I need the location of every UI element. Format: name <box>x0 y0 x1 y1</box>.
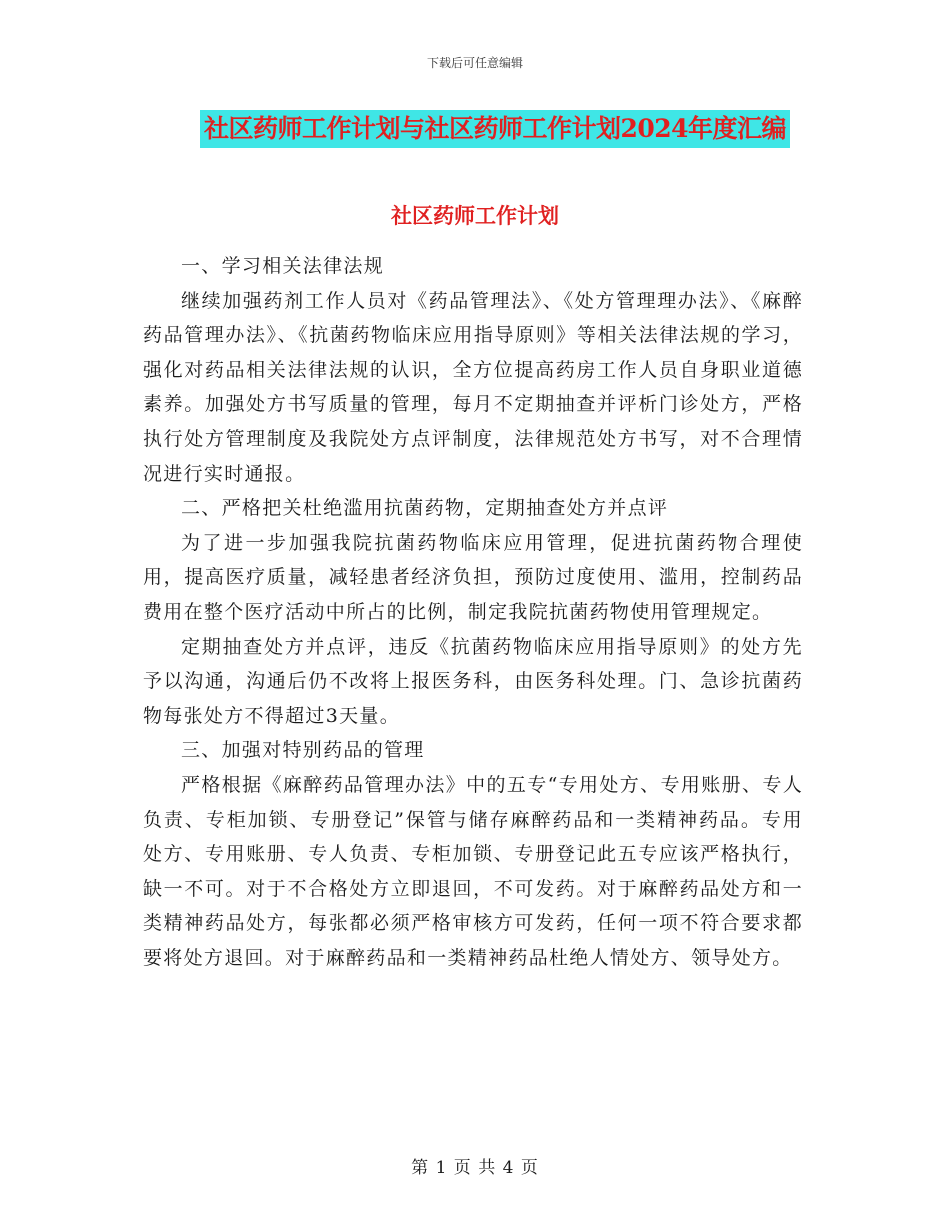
heading-2: 二、严格把关杜绝滥用抗菌药物，定期抽查处方并点评 <box>181 497 669 520</box>
page-header-note: 下载后可任意编辑 <box>426 56 523 70</box>
document-title: 社区药师工作计划与社区药师工作计划2024年度汇编 <box>200 110 790 148</box>
heading-1: 一、学习相关法律法规 <box>181 255 385 277</box>
paragraph: 继续加强药剂工作人员对《药品管理法》、《处方管理理办法》、《麻醉药品管理办法》、《抗菌药物临床应用指导原则》等相关法律法规的学习，强化对药品相关法律法规的认识，全方位提高药房工作人员自身职业道德素养。加强处方书写质量的管理，每月不定期抽查并评析门诊处方，严格执行处方管理制度及我院处方点评制度，法律规范处方书写，对不合理情况进行实时通报。 <box>143 289 803 485</box>
section-title: 社区药师工作计划 <box>391 203 559 228</box>
paragraph: 为了进一步加强我院抗菌药物临床应用管理，促进抗菌药物合理使用，提高医疗质量，减轻患者经济负担，预防过度使用、滥用，控制药品费用在整个医疗活动中所占的比例，制定我院抗菌药物使用管理规定。 <box>143 531 803 623</box>
page-number: 第 1 页 共 4 页 <box>411 1158 539 1178</box>
document-body <box>143 249 803 975</box>
main-title-container <box>0 110 950 148</box>
heading-3: 三、加强对特别药品的管理 <box>181 739 425 762</box>
paragraph: 定期抽查处方并点评，违反《抗菌药物临床应用指导原则》的处方先予以沟通，沟通后仍不改将上报医务科，由医务科处理。门、急诊抗菌药物每张处方不得超过3天量。 <box>143 635 803 727</box>
paragraph: 严格根据《麻醉药品管理办法》中的五专“专用处方、专用账册、专人负责、专柜加锁、专册登记”保管与储存麻醉药品和一类精神药品。专用处方、专用账册、专人负责、专柜加锁、专册登记此五专应该严格执行，缺一不可。对于不合格处方立即退回，不可发药。对于麻醉药品处方和一类精神药品处方，每张都必须严格审核方可发药，任何一项不符合要求都要将处方退回。对于麻醉药品和一类精神药品杜绝人情处方、领导处方。 <box>143 773 803 969</box>
